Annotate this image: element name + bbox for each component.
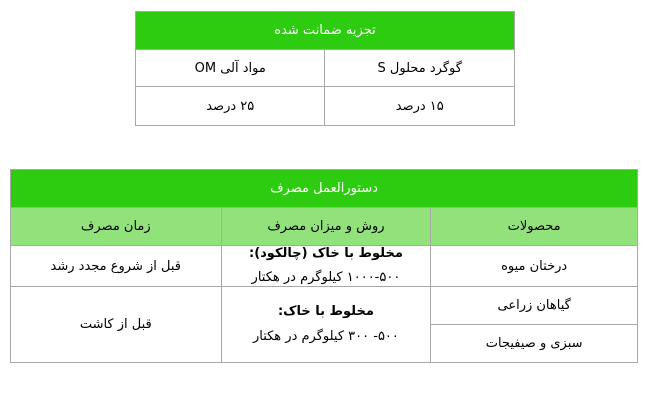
- method-cell-fruit-trees: [221, 246, 431, 287]
- organic-matter-header: مواد آلی OM: [136, 50, 325, 87]
- product-fruit-trees: درختان میوه: [431, 246, 638, 287]
- organic-matter-value: ۲۵ درصد: [136, 87, 325, 126]
- method-cell-crops: [221, 287, 431, 363]
- method-amount-fruit-trees: ۱۰۰۰-۵۰۰ کیلوگرم در هکتار: [251, 270, 401, 285]
- method-title-fruit-trees: مخلوط با خاک (چالکود):: [249, 245, 403, 261]
- time-fruit-trees: قبل از شروع مجدد رشد: [11, 246, 222, 287]
- method-title-crops: مخلوط با خاک:: [277, 304, 374, 320]
- guaranteed-analysis-title: تجزیه ضمانت شده: [136, 12, 515, 50]
- usage-instructions-title: دستورالعمل مصرف: [11, 170, 638, 208]
- time-crops: قبل از کاشت: [11, 287, 222, 363]
- product-field-crops: گیاهان زراعی: [431, 287, 638, 325]
- method-amount-crops: ۵۰۰- ۳۰۰ کیلوگرم در هکتار: [252, 328, 399, 344]
- guaranteed-analysis-table: [135, 11, 515, 126]
- soluble-sulfur-header: گوگرد محلول S: [325, 50, 515, 87]
- product-vegetables: سبزی و صیفیجات: [431, 325, 638, 363]
- soluble-sulfur-value: ۱۵ درصد: [325, 87, 515, 126]
- products-header: محصولات: [431, 208, 638, 246]
- time-header: زمان مصرف: [11, 208, 222, 246]
- method-header: روش و میزان مصرف: [221, 208, 431, 246]
- usage-instructions-table: [10, 169, 638, 363]
